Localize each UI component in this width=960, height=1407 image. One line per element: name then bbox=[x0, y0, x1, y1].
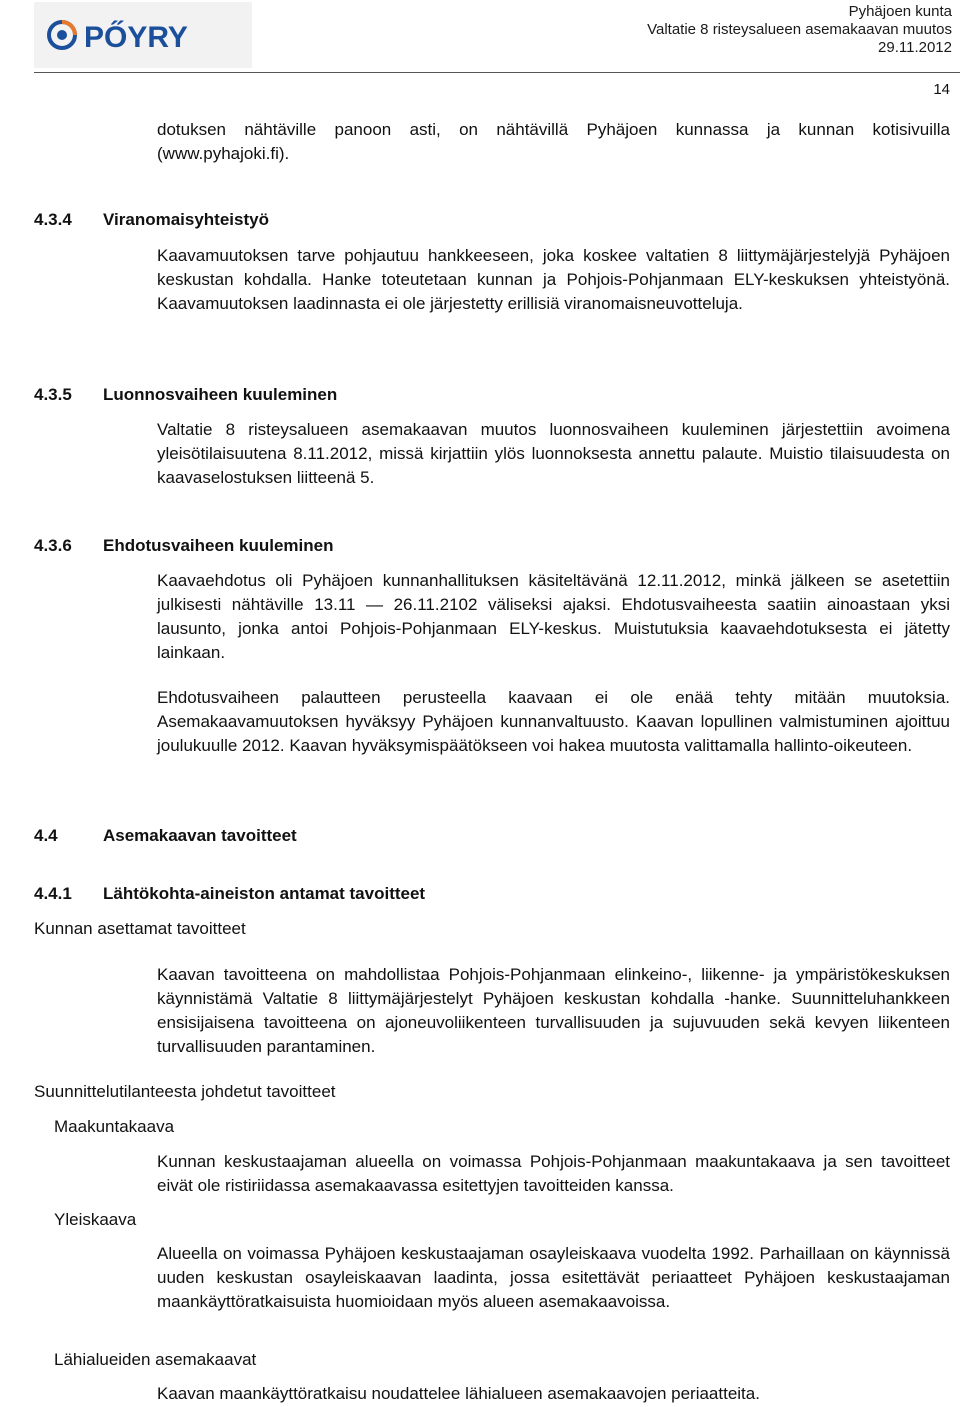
section-number: 4.4.1 bbox=[34, 884, 72, 903]
page-number: 14 bbox=[933, 81, 950, 98]
subheading: Yleiskaava bbox=[54, 1210, 137, 1229]
header-divider bbox=[34, 72, 960, 73]
poyry-logo-mark bbox=[44, 12, 244, 58]
section-number: 4.4 bbox=[34, 826, 58, 845]
header-org: Pyhäjoen kunta bbox=[848, 3, 952, 20]
subheading: Lähialueiden asemakaavat bbox=[54, 1350, 257, 1369]
page-header bbox=[0, 0, 960, 98]
section-paragraph: Kaavamuutoksen tarve pohjautuu hankkeeseen, joka koskee valtatien 8 liittymäjärjestelyjä Pyhäjoen keskustan kohdalla. Hanke toteutetaan kunnan ja Pohjois-Pohjanmaan ELY-keskuksen yhteistyönä. Kaavamuutoksen laadinnasta ei ole järjestetty erillisiä viranomaisneuvotteluja. bbox=[157, 246, 950, 313]
section-paragraph: Kaavan tavoitteena on mahdollistaa Pohjois-Pohjanmaan elinkeino-, liikenne- ja ympäristökeskuksen käynnistämä Valtatie 8 liittymäjärjestelyt Pyhäjoen keskustan kohdalla -hanke. Suunnitteluhankkeen ensisijaisena tavoitteena on ajoneuvoliikenteen turvallisuuden ja sujuvuuden sekä kevyen liikenteen turvallisuuden parantaminen. bbox=[157, 965, 950, 1056]
section-heading: Lähtökohta-aineiston antamat tavoitteet bbox=[103, 884, 426, 903]
subheading: Suunnittelutilanteesta johdetut tavoitteet bbox=[34, 1082, 336, 1101]
section-paragraph: Ehdotusvaiheen palautteen perusteella kaavaan ei ole enää tehty mitään muutoksia. Asemakaavamuutoksen hyväksyy Pyhäjoen kunnanvaltuusto. Kaavan lopullinen valmistuminen ajoittuu joulukuulle 2012. Kaavan hyväksymispäätökseen voi hakea muutosta valittamalla hallinto-oikeuteen. bbox=[157, 688, 950, 755]
header-doc-title: Valtatie 8 risteysalueen asemakaavan muutos bbox=[647, 21, 952, 38]
poyry-logo bbox=[34, 2, 252, 68]
section-paragraph: Valtatie 8 risteysalueen asemakaavan muutos luonnosvaiheen kuuleminen järjestettiin avoimena yleisötilaisuutena 8.11.2012, missä kirjattiin ylös luonnoksesta annettu palaute. Muistio tilaisuudesta on kaavaselostuksen liitteenä 5. bbox=[157, 420, 950, 487]
logo-wordmark: PŐYRY bbox=[84, 21, 188, 54]
section-number: 4.3.5 bbox=[34, 385, 72, 404]
header-info bbox=[647, 3, 952, 57]
section-heading: Luonnosvaiheen kuuleminen bbox=[103, 385, 338, 404]
section-paragraph: Kaavaehdotus oli Pyhäjoen kunnanhallituksen käsiteltävänä 12.11.2012, minkä jälkeen se asetettiin julkisesti nähtäville 13.11 — 26.11.2102 väliseksi ajaksi. Ehdotusvaiheesta saatiin ainoastaan yksi lausunto, jonka antoi Pohjois-Pohjanmaan ELY-keskus. Muistutuksia kaavaehdotuksesta ei jätetty lainkaan. bbox=[157, 571, 950, 662]
intro-paragraph: dotuksen nähtäville panoon asti, on nähtävillä Pyhäjoen kunnassa ja kunnan kotisivuilla (www.pyhajoki.fi). bbox=[157, 120, 950, 163]
section-paragraph: Kunnan keskustaajaman alueella on voimassa Pohjois-Pohjanmaan maakuntakaava ja sen tavoitteet eivät ole ristiriidassa asemakaavassa esitettyjen tavoitteiden kanssa. bbox=[157, 1152, 950, 1195]
section-paragraph: Alueella on voimassa Pyhäjoen keskustaajaman osayleiskaava vuodelta 1992. Parhaillaan on käynnissä uuden keskustan osayleiskaavan laadinta, jossa esitettävät periaatteet Pyhäjoen keskustaajaman maankäyttöratkaisuista huomioidaan myös alueen asemakaavoissa. bbox=[157, 1244, 950, 1311]
section-heading: Ehdotusvaiheen kuuleminen bbox=[103, 536, 334, 555]
section-number: 4.3.6 bbox=[34, 536, 72, 555]
header-date: 29.11.2012 bbox=[878, 39, 952, 56]
subheading: Maakuntakaava bbox=[54, 1117, 175, 1136]
section-heading: Asemakaavan tavoitteet bbox=[103, 826, 297, 845]
section-number: 4.3.4 bbox=[34, 210, 72, 229]
subheading: Kunnan asettamat tavoitteet bbox=[34, 919, 246, 938]
section-paragraph: Kaavan maankäyttöratkaisu noudattelee lähialueen asemakaavojen periaatteita. bbox=[157, 1384, 760, 1403]
section-heading: Viranomaisyhteistyö bbox=[103, 210, 269, 229]
